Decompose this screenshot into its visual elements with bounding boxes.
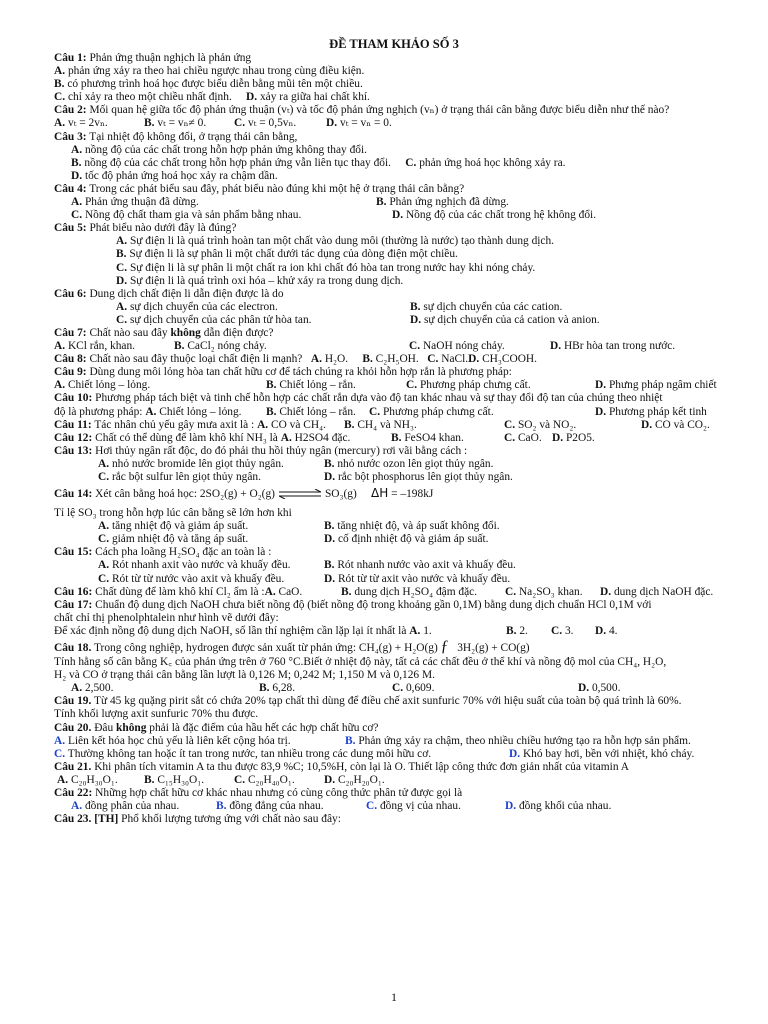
q3-option-d: D. tốc độ phản ứng hoá học xảy ra chậm dần. [71,169,278,182]
question-2: Câu 2: Mối quan hệ giữa tốc độ phản ứng thuận (vₜ) và tốc độ phản ứng nghịch (vₙ) ở trạng thái cân bằng được biểu diễn như thế nào? [54,104,670,117]
q20-options-cd: C. Thường không tan hoặc ít tan trong nước, tan nhiều trong các dung môi hữu cơ. D. Khó bay hơi, bền với nhiệt, khó cháy. [54,747,695,760]
q19-text2: Tính khối lượng axit sunfuric 70% thu được. [54,708,259,721]
q6-options-ab: A. sự dịch chuyển của các electron. B. sự dịch chuyển của các cation. [116,300,563,313]
question-10: Câu 10: Phương pháp tách biệt và tinh chế hỗn hợp các chất rắn dựa vào độ tan khác nhau và sự thay đổi độ tan của chúng theo nhiệt [54,392,663,405]
question-16: Câu 16: Chất dùng để làm khô khí Cl₂ ẩm là :A. CaO. B. dung dịch H₂SO₄ đậm đặc. C. Na₂SO₃ khan. D. dung dịch NaOH đặc. [54,585,714,598]
question-5: Câu 5: Phát biểu nào dưới đây là đúng? [54,222,237,235]
q18-options: A. 2,500. B. 6,28. C. 0,609. D. 0,500. [71,682,621,695]
q3-option-bc: B. nồng độ của các chất trong hỗn hợp phản ứng vẫn liên tục thay đổi. C. phản ứng hoá học không xảy ra. [71,156,566,169]
question-18: Câu 18. Trong công nghiệp, hydrogen được sản xuất từ phản ứng: CH₄(g) + H₂O(g) ƒ 3H₂(g) + CO(g) [54,638,530,656]
question-9: Câu 9: Dùng dung môi lỏng hòa tan chất hữu cơ để tách chúng ra khỏi hỗn hợp rắn là phương pháp: [54,366,512,379]
q2-options: A. vₜ = 2vₙ. B. vₜ = vₙ≠ 0. C. vₜ = 0,5vₙ. D. vₜ = vₙ = 0. [54,117,392,130]
question-6: Câu 6: Dung dịch chất điện li dẫn điện được là do [54,287,284,300]
q1-option-a: A. phản ứng xảy ra theo hai chiều ngược nhau trong cùng điều kiện. [54,65,365,78]
q13-options-ab: A. nhỏ nước bromide lên giọt thủy ngân. B. nhỏ nước ozon lên giọt thủy ngân. [98,457,494,470]
q14-options-ab: A. tăng nhiệt độ và giảm áp suất. B. tăng nhiệt độ, và áp suất không đổi. [98,520,500,533]
q5-option-d: D. Sự điện li là quá trình oxi hóa – khử xảy ra trong dung dịch. [116,274,404,287]
q14-text: Tỉ lệ SO₃ trong hỗn hợp lúc cân bằng sẽ lớn hơn khi [54,507,292,520]
q1-option-b: B. có phương trình hoá học được biểu diễn bằng mũi tên một chiều. [54,78,363,91]
question-15: Câu 15: Cách pha loãng H₂SO₄ đặc an toàn là : [54,546,272,559]
question-14: Câu 14: Xét cân bằng hoá học: 2SO₂(g) + O₂(g) SO₃(g) ΔH = –198kJ [54,486,434,501]
q18-text3: H₂ và CO ở trạng thái cân bằng lần lượt là 0,126 M; 0,242 M; 1,150 M và 0,126 M. [54,669,435,682]
question-19: Câu 19. Từ 45 kg quặng pirit sắt có chứa 20% tạp chất thì dùng để điều chế axit sunfuric 70% với hiệu suất của toàn bộ quá trình là 60%. [54,695,682,708]
question-4: Câu 4: Trong các phát biểu sau đây, phát biểu nào đúng khi một hệ ở trạng thái cân bằng? [54,182,465,195]
equilibrium-arrow-icon [279,489,321,499]
q17-options: Để xác định nồng độ dung dịch NaOH, số lần thí nghiệm cần lặp lại ít nhất là A. 1. B. 2. C. 3. D. 4. [54,624,618,637]
question-13: Câu 13: Hơi thủy ngân rất độc, do đó phải thu hồi thủy ngân (mercury) rơi vãi bằng cách : [54,444,468,457]
q22-options: A. đồng phân của nhau. B. đồng đẳng của nhau. C. đồng vị của nhau. D. đồng khối của nhau. [71,800,612,813]
q21-options: A. C₂₀H₃₀O₁. B. C₁₅H₃₀O₁. C. C₂₀H₄₀O₁. D. C₂₀H₂₀O₁. [57,773,385,786]
q5-option-b: B. Sự điện li là sự phân li một chất dưới tác dụng của dòng điện một chiều. [116,248,458,261]
q15-options-ab: A. Rót nhanh axit vào nước và khuấy đều. B. Rót nhanh nước vào axit và khuấy đều. [98,559,516,572]
q13-options-cd: C. rắc bột sulfur lên giọt thủy ngân. D. rắc bột phosphorus lên giọt thủy ngân. [98,471,513,483]
q6-options-cd: C. sự dịch chuyển của các phân tử hòa tan. D. sự dịch chuyển của cả cation và anion. [116,313,600,326]
question-21: Câu 21. Khi phân tích vitamin A ta thu được 83,9 %C; 10,5%H, còn lại là O. Thiết lập công thức đơn giản nhất của vitamin A [54,760,629,773]
question-20: Câu 20. Đâu không phải là đặc điểm của hầu hết các hợp chất hữu cơ? [54,721,379,734]
q18-text2: Tính hằng số cân bằng K꜀ của phản ứng trên ở 760 °C.Biết ở nhiệt độ này, tất cả các chất đều ở thể khí và nồng độ mol của CH₄, H₂O, [54,656,667,669]
q14-options-cd: C. giảm nhiệt độ và tăng áp suất. D. cố định nhiệt độ và giảm áp suất. [98,533,489,546]
question-1: Câu 1: Phản ứng thuận nghịch là phản ứng [54,52,252,64]
q7-options: A. KCl rắn, khan. B. CaCl₂ nóng chảy. C. NaOH nóng chảy. D. HBr hòa tan trong nước. [54,340,676,353]
equilibrium-symbol-icon: ƒ [440,638,449,656]
q9-options: A. Chiết lỏng – lỏng. B. Chiết lỏng – rắn. C. Phương pháp chưng cất. D. Phưng pháp ngâm chiết [54,379,717,392]
q15-options-cd: C. Rót từ từ nước vào axit và khuấy đều. D. Rót từ từ axit vào nước và khuấy đều. [98,572,511,585]
question-17: Câu 17: Chuẩn độ dung dịch NaOH chưa biết nồng độ (biết nồng độ trong khoảng gần 0,1M) bằng dung dịch chuẩn HCl 0,1M với [54,598,652,611]
q5-option-c: C. Sự điện li là sự phân li một chất ra ion khi chất đó hòa tan trong nước hay khi nóng chảy. [116,261,536,274]
q17-text2: chất chỉ thị phenolphtalein như hình vẽ dưới đây: [54,611,279,624]
q5-option-a: A. Sự điện li là quá trình hoàn tan một chất vào dung môi (thường là nước) tạo thành dung dịch. [116,235,555,248]
question-12: Câu 12: Chất có thể dùng để làm khô khí NH₃ là A. H2SO4 đặc. B. FeSO4 khan. C. CaO. D. P2O5. [54,431,595,444]
question-11: Câu 11: Tác nhân chủ yếu gây mưa axit là : A. CO và CH₄. B. CH₄ và NH₃. C. SO₂ và NO₂. D. CO và CO₂. [54,418,710,431]
q4-options-cd: C. Nồng độ chất tham gia và sản phẩm bằng nhau. D. Nồng độ của các chất trong hệ không đổi. [71,209,597,222]
q4-options-ab: A. Phản ứng thuận đã dừng. B. Phản ứng nghịch đã dừng. [71,196,509,209]
question-22: Câu 22: Những hợp chất hữu cơ khác nhau nhưng có cùng công thức phân tử được gọi là [54,786,463,799]
q10-options: độ là phương pháp: A. Chiết lỏng – lỏng. B. Chiết lỏng – rắn. C. Phương pháp chưng cất. D. Phương pháp kết tinh [54,405,707,418]
question-8: Câu 8: Chất nào sau đây thuộc loại chất điện li mạnh? A. H₂O. B. C₂H₅OH. C. NaCl.D. CH₃COOH. [54,353,537,366]
question-7: Câu 7: Chất nào sau đây không dẫn điện được? [54,326,274,339]
exam-content [54,52,734,826]
q20-options-ab: A. Liên kết hóa học chủ yếu là liên kết cộng hóa trị. B. Phản ứng xảy ra chậm, theo nhiều chiều hướng tạo ra hỗn hợp sản phẩm. [54,734,691,747]
question-23: Câu 23. [TH] Phổ khối lượng tương ứng với chất nào sau đây: [54,813,341,826]
q3-option-a: A. nồng độ của các chất trong hỗn hợp phản ứng không thay đổi. [71,143,367,156]
q1-option-cd: C. chỉ xảy ra theo một chiều nhất định. D. xảy ra giữa hai chất khí. [54,91,370,104]
page-number: 1 [391,990,397,1004]
question-3: Câu 3: Tại nhiệt độ không đổi, ở trạng thái cân bằng, [54,130,298,143]
exam-title: ĐỀ THAM KHẢO SỐ 3 [329,37,459,51]
